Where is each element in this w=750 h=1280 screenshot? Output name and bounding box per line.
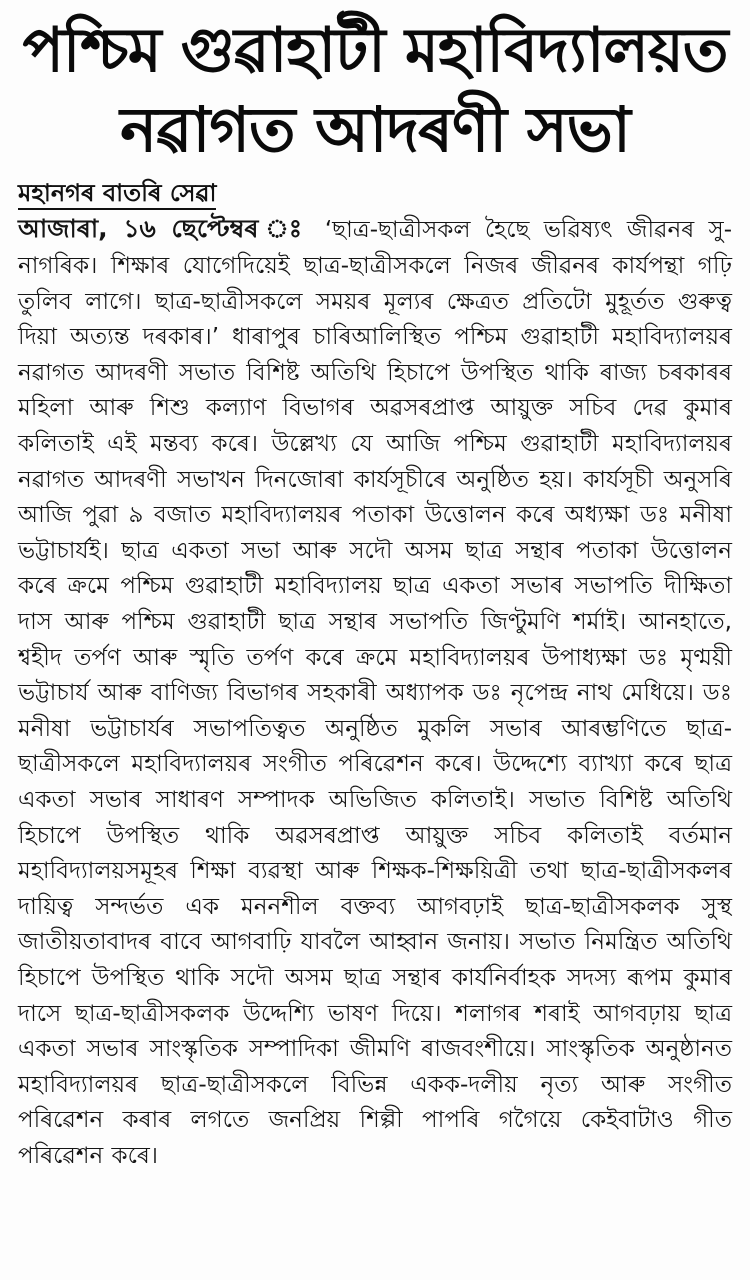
headline-line-2: নৱাগত আদৰণী সভা: [120, 93, 630, 167]
article-body: [18, 211, 732, 1174]
headline-line-1: পশ্চিম গুৱাহাটী মহাবিদ্যালয়ত: [22, 15, 728, 86]
dateline: আজাৰা, ১৬ ছেপ্টেম্বৰ ঃ: [18, 214, 325, 244]
byline: [18, 175, 732, 211]
byline-text: মহানগৰ বাতৰি সেৱা: [18, 178, 216, 210]
article-text: ‘ছাত্ৰ-ছাত্ৰীসকল হৈছে ভৱিষ্যৎ জীৱনৰ সু-নাগৰিক। শিক্ষাৰ যোগেদিয়েই ছাত্ৰ-ছাত্ৰীসকলে নিজৰ জীৱনৰ কাৰ্যপন্থা গঢ়ি তুলিব লাগে। ছাত্ৰ-ছাত্ৰীসকলে সময়ৰ মূল্যৰ ক্ষেত্ৰত প্ৰতিটো মুহূৰ্তত গুৰুত্ব দিয়া অত্যন্ত দৰকাৰ।’ ধাৰাপুৰ চাৰিআলিস্থিত পশ্চিম গুৱাহাটী মহাবিদ্যালয়ৰ নৱাগত আদৰণী সভাত বিশিষ্ট অতিথি হিচাপে উপস্থিত থাকি ৰাজ্য চৰকাৰৰ মহিলা আৰু শিশু কল্যাণ বিভাগৰ অৱসৰপ্ৰাপ্ত আয়ুক্ত সচিব দেৱ কুমাৰ কলিতাই এই মন্তব্য কৰে। উল্লেখ্য যে আজি পশ্চিম গুৱাহাটী মহাবিদ্যালয়ৰ নৱাগত আদৰণী সভাখন দিনজোৰা কাৰ্যসূচীৰে অনুষ্ঠিত হয়। কাৰ্যসূচী অনুসৰি আজি পুৱা ৯ বজাত মহাবিদ্যালয়ৰ পতাকা উত্তোলন কৰে অধ্যক্ষা ডঃ মনীষা ভট্টাচাৰ্যই। ছাত্ৰ একতা সভা আৰু সদৌ অসম ছাত্ৰ সন্থাৰ পতাকা উত্তোলন কৰে ক্ৰমে পশ্চিম গুৱাহাটী মহাবিদ্যালয় ছাত্ৰ একতা সভাৰ সভাপতি দীক্ষিতা দাস আৰু পশ্চিম গুৱাহাটী ছাত্ৰ সন্থাৰ সভাপতি জিণ্টুমণি শৰ্মাই। আনহাতে, শ্বহীদ তৰ্পণ আৰু স্মৃতি তৰ্পণ কৰে ক্ৰমে মহাবিদ্যালয়ৰ উপাধ্যক্ষা ডঃ মৃণ্ময়ী ভট্টাচাৰ্য আৰু বাণিজ্য বিভাগৰ সহকাৰী অধ্যাপক ডঃ নৃপেন্দ্ৰ নাথ মেধিয়ে। ডঃ মনীষা ভট্টাচাৰ্যৰ সভাপতিত্বত অনুষ্ঠিত মুকলি সভাৰ আৰম্ভণিতে ছাত্ৰ-ছাত্ৰীসকলে মহাবিদ্যালয়ৰ সংগীত পৰিৱেশন কৰে। উদ্দেশ্যে ব্যাখ্যা কৰে ছাত্ৰ একতা সভাৰ সাধাৰণ সম্পাদক অভিজিত কলিতাই। সভাত বিশিষ্ট অতিথি হিচাপে উপস্থিত থাকি অৱসৰপ্ৰাপ্ত আয়ুক্ত সচিব কলিতাই বৰ্তমান মহাবিদ্যালয়সমূহৰ শিক্ষা ব্যৱস্থা আৰু শিক্ষক-শিক্ষয়িত্ৰী তথা ছাত্ৰ-ছাত্ৰীসকলৰ দায়িত্ব সন্দৰ্ভত এক মননশীল বক্তব্য আগবঢ়াই ছাত্ৰ-ছাত্ৰীসকলক সুস্থ জাতীয়তাবাদৰ বাবে আগবাঢ়ি যাবলৈ আহ্বান জনায়। সভাত নিমন্ত্ৰিত অতিথি হিচাপে উপস্থিত থাকি সদৌ অসম ছাত্ৰ সন্থাৰ কাৰ্যনিৰ্বাহক সদস্য ৰূপম কুমাৰ দাসে ছাত্ৰ-ছাত্ৰীসকলক উদ্দেশ্যি ভাষণ দিয়ে। শলাগৰ শৰাই আগবঢ়ায় ছাত্ৰ একতা সভাৰ সাংস্কৃতিক সম্পাদিকা জীমণি ৰাজবংশীয়ে। সাংস্কৃতিক অনুষ্ঠানত মহাবিদ্যালয়ৰ ছাত্ৰ-ছাত্ৰীসকলে বিভিন্ন একক-দলীয় নৃত্য আৰু সংগীত পৰিৱেশন কৰাৰ লগতে জনপ্ৰিয় শিল্পী পাপৰি গগৈয়ে কেইবাটাও গীত পৰিৱেশন কৰে।: [18, 217, 733, 1169]
headline: [18, 12, 732, 169]
